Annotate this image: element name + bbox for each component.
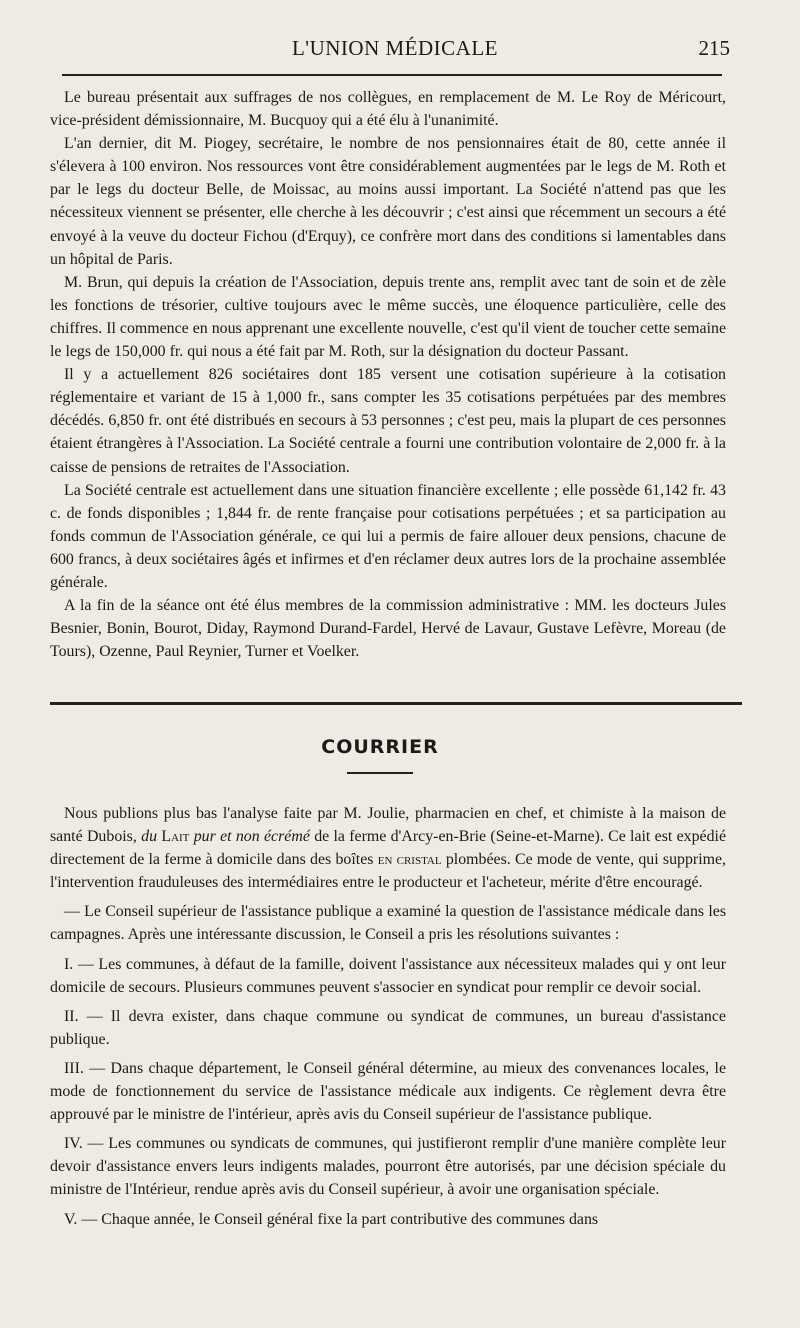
paragraph: L'an dernier, dit M. Piogey, secrétaire, le nombre de nos pensionnaires était de 80, cette année il s'élevera à 100 environ. Nos ressources vont être considérablement augmentées par le legs de M. Roth et par le legs du docteur Belle, de Moissac, au moins aussi important. La Société n'attend pas que les nécessiteux viennent se présenter, elle cherche à les découvrir ; c'est ainsi que récemment un secours a été envoyé à la veuve du docteur Fichou (d'Erquy), ce confrère mort dans des conditions si lamentables dans un hôpital de Paris.: [50, 135, 726, 268]
page-number: 215: [698, 36, 730, 60]
resolution-item: V. — Chaque année, le Conseil général fixe la part contributive des communes dans: [64, 1210, 599, 1228]
section-heading-courrier: COURRIER: [321, 736, 439, 758]
section-courrier: [50, 802, 726, 1237]
section-divider: [50, 702, 742, 705]
journal-title: L'UNION MÉDICALE: [291, 36, 498, 60]
paragraph: Il y a actuellement 826 sociétaires dont 185 versent une cotisation supérieure à la cotisation réglementaire et variant de 15 à 1,000 fr., sans compter les 35 cotisations perpétuées par des membres décédés. 6,850 fr. ont été distribués en secours à 53 personnes ; c'est peu, mais la plupart de ces personnes étaient étrangères à l'Association. La Société centrale a fourni une contribution volontaire de 2,000 fr. à la caisse de pensions de retraites de l'Association.: [50, 366, 726, 476]
paragraph: M. Brun, qui depuis la création de l'Association, depuis trente ans, remplit avec tant de soin et de zèle les fonctions de trésorier, cultive toujours avec le même succès, une éloquence particulière, celle des chiffres. Il commence en nous apprenant une excellente nouvelle, c'est qu'il vient de toucher cette semaine le legs de 150,000 fr. qui nous a été fait par M. Roth, sur la désignation du docteur Passant.: [50, 273, 726, 361]
intro-pur: pur et non écrémé: [193, 828, 310, 846]
header-rule: [62, 74, 722, 76]
resolution-item: III. — Dans chaque département, le Conseil général détermine, au mieux des convenances locales, le mode de fonctionnement du service de l'assistance médicale aux indigents. Ce règlement devra être approuvé par le ministre de l'intérieur, après avis du Conseil supérieur de l'assistance publique.: [50, 1059, 726, 1124]
resolution-item: IV. — Les communes ou syndicats de communes, qui justifieront remplir d'une manière complète leur devoir d'assistance envers leurs indigents malades, pourront être autorisés, par une décision spéciale du ministre de l'Intérieur, rendue après avis du Conseil supérieur, à avoir une organisation spéciale.: [50, 1135, 726, 1199]
intro-text: plombées. Ce mode de vente, qui supprime, l'intervention frauduleuses des intermédiaires entre le producteur et l'acheteur, mérite d'être encouragé.: [50, 851, 726, 892]
intro-en-cristal: en cristal: [377, 851, 442, 869]
resolution-item: I. — Les communes, à défaut de la famille, doivent l'assistance aux nécessiteux malades qui y ont leur domicile de secours. Plusieurs communes peuvent s'associer en syndicat pour remplir ce devoir social.: [50, 955, 726, 996]
intro-text: de la ferme d'Arcy-en-Brie (Seine-et-Marne). Ce lait est expédié directement de la ferme à domicile dans des boîtes: [50, 828, 727, 869]
intro-paragraph: [50, 802, 726, 894]
paragraph: A la fin de la séance ont été élus membres de la commission administrative : MM. les docteurs Jules Besnier, Bonin, Bourot, Diday, Raymond Durand-Fardel, Hervé de Lavaur, Gustave Lefèvre, Moreau (de Tours), Ozenne, Paul Reynier, Turner et Voelker.: [50, 597, 726, 661]
heading-underline: [347, 772, 413, 774]
running-header: [62, 34, 728, 64]
section-meeting-report: [50, 86, 726, 663]
intro-du: du: [141, 828, 158, 846]
paragraph: — Le Conseil supérieur de l'assistance publique a examiné la question de l'assistance médicale dans les campagnes. Après une intéressante discussion, le Conseil a pris les résolutions suivantes :: [50, 903, 726, 944]
intro-text: Nous publions plus bas l'analyse faite par M. Joulie, pharmacien en chef, et chimiste à la maison de santé Dubois,: [50, 805, 726, 846]
paragraph: Le bureau présentait aux suffrages de nos collègues, en remplacement de M. Le Roy de Méricourt, vice-président démissionnaire, M. Bucquoy qui a été élu à l'unanimité.: [50, 89, 726, 130]
paragraph: La Société centrale est actuellement dans une situation financière excellente ; elle possède 61,142 fr. 43 c. de fonds disponibles ; 1,844 fr. de rente française pour cotisations perpétuées ; et sa participation au fonds commun de l'Association générale, ce qui lui a permis de faire allouer deux pensions, chacune de 600 francs, à deux sociétaires âgés et infirmes et d'en réclamer deux autres lors de la prochaine assemblée générale.: [50, 481, 726, 591]
intro-lait: Lait: [161, 828, 190, 846]
resolution-item: II. — Il devra exister, dans chaque commune ou syndicat de communes, un bureau d'assistance publique.: [50, 1007, 726, 1048]
